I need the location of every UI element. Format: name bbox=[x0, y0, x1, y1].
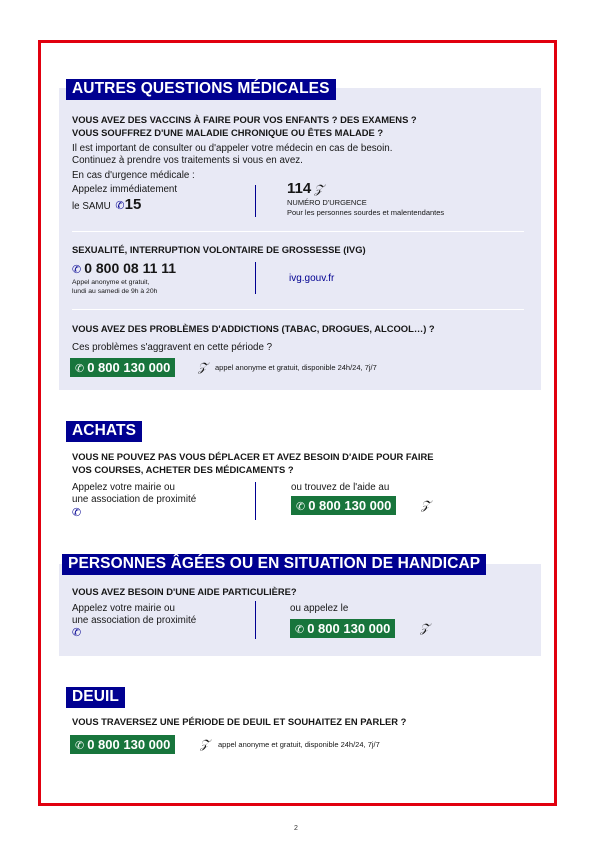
phone-icon: ✆ bbox=[72, 507, 82, 519]
urgence-description: Pour les personnes sourdes et malentendantes bbox=[287, 208, 445, 217]
medical-body-1: Il est important de consulter ou d'appeler votre médecin en cas de besoin. bbox=[72, 143, 393, 154]
medical-question-1-line-2: VOUS SOUFFREZ D'UNE MALADIE CHRONIQUE OU ÊTES MALADE ? bbox=[72, 127, 384, 138]
medical-question-2: SEXUALITÉ, INTERRUPTION VOLONTAIRE DE GROSSESSE (IVG) bbox=[72, 244, 366, 255]
seniors-left-line-2: une association de proximité bbox=[72, 615, 197, 626]
deuil-note: appel anonyme et gratuit, disponible 24h/24, 7j/7 bbox=[218, 740, 380, 749]
samu-line-1: Appelez immédiatement bbox=[72, 184, 178, 195]
deuil-number[interactable]: ✆ 0 800 130 000 bbox=[70, 735, 175, 754]
ivg-note-2: lundi au samedi de 9h à 20h bbox=[72, 288, 158, 295]
seniors-divider bbox=[255, 601, 256, 639]
phone-icon: ✆ bbox=[75, 363, 85, 375]
medical-divider-2 bbox=[255, 262, 256, 294]
deuil-question: VOUS TRAVERSEZ UNE PÉRIODE DE DEUIL ET SOUHAITEZ EN PARLER ? bbox=[72, 716, 407, 727]
medical-title: AUTRES QUESTIONS MÉDICALES bbox=[66, 79, 336, 100]
phone-icon: ✆ bbox=[296, 501, 306, 513]
ivg-number[interactable]: ✆ 0 800 08 11 11 bbox=[72, 260, 177, 276]
sign-language-icon: 𝒵 bbox=[314, 182, 324, 196]
page-number: 2 bbox=[294, 825, 298, 832]
medical-body-2: Continuez à prendre vos traitements si vous en avez. bbox=[72, 155, 303, 166]
achats-title: ACHATS bbox=[66, 421, 142, 442]
seniors-right: ou appelez le bbox=[290, 603, 349, 614]
medical-question-1-line-1: VOUS AVEZ DES VACCINS À FAIRE POUR VOS ENFANTS ? DES EXAMENS ? bbox=[72, 114, 417, 125]
seniors-number[interactable]: ✆ 0 800 130 000 bbox=[290, 619, 395, 638]
samu-number[interactable]: 15 bbox=[124, 196, 142, 213]
seniors-title: PERSONNES ÂGÉES OU EN SITUATION DE HANDICAP bbox=[62, 554, 486, 575]
medical-body-3: En cas d'urgence médicale : bbox=[72, 170, 195, 181]
phone-icon: ✆ bbox=[72, 264, 82, 276]
addiction-number[interactable]: ✆ 0 800 130 000 bbox=[70, 358, 175, 377]
achats-left-line-2: une association de proximité bbox=[72, 494, 197, 505]
addiction-text: Ces problèmes s'aggravent en cette période ? bbox=[72, 342, 273, 353]
sign-language-icon: 𝒵 bbox=[421, 498, 431, 512]
achats-question-line-2: VOS COURSES, ACHETER DES MÉDICAMENTS ? bbox=[72, 464, 294, 475]
sign-language-icon: 𝒵 bbox=[420, 621, 430, 635]
urgence-label: NUMÉRO D'URGENCE bbox=[287, 198, 367, 207]
medical-separator-2 bbox=[72, 309, 524, 310]
addiction-note: appel anonyme et gratuit, disponible 24h/24, 7j/7 bbox=[215, 363, 377, 372]
ivg-link[interactable]: ivg.gouv.fr bbox=[289, 273, 335, 284]
achats-left-line-1: Appelez votre mairie ou bbox=[72, 482, 175, 493]
medical-separator-1 bbox=[72, 231, 524, 232]
phone-icon: ✆ bbox=[72, 627, 82, 639]
phone-icon: ✆ bbox=[115, 200, 125, 212]
samu-label: le SAMU bbox=[72, 201, 111, 212]
achats-divider bbox=[255, 482, 256, 520]
deuil-title: DEUIL bbox=[66, 687, 125, 708]
medical-divider-1 bbox=[255, 185, 256, 217]
phone-icon: ✆ bbox=[295, 624, 305, 636]
ivg-note-1: Appel anonyme et gratuit, bbox=[72, 279, 150, 286]
sign-language-icon: 𝒵 bbox=[198, 360, 208, 374]
seniors-question: VOUS AVEZ BESOIN D'UNE AIDE PARTICULIÈRE? bbox=[72, 586, 297, 597]
samu-line-2 bbox=[72, 196, 142, 213]
urgence-number[interactable]: 114 𝒵 bbox=[287, 180, 324, 197]
achats-right: ou trouvez de l'aide au bbox=[291, 482, 390, 493]
achats-question-line-1: VOUS NE POUVEZ PAS VOUS DÉPLACER ET AVEZ BESOIN D'AIDE POUR FAIRE bbox=[72, 451, 434, 462]
seniors-left-line-1: Appelez votre mairie ou bbox=[72, 603, 175, 614]
phone-icon: ✆ bbox=[75, 740, 85, 752]
medical-question-3: VOUS AVEZ DES PROBLÈMES D'ADDICTIONS (TABAC, DROGUES, ALCOOL…) ? bbox=[72, 323, 435, 334]
sign-language-icon: 𝒵 bbox=[200, 737, 210, 751]
achats-number[interactable]: ✆ 0 800 130 000 bbox=[291, 496, 396, 515]
